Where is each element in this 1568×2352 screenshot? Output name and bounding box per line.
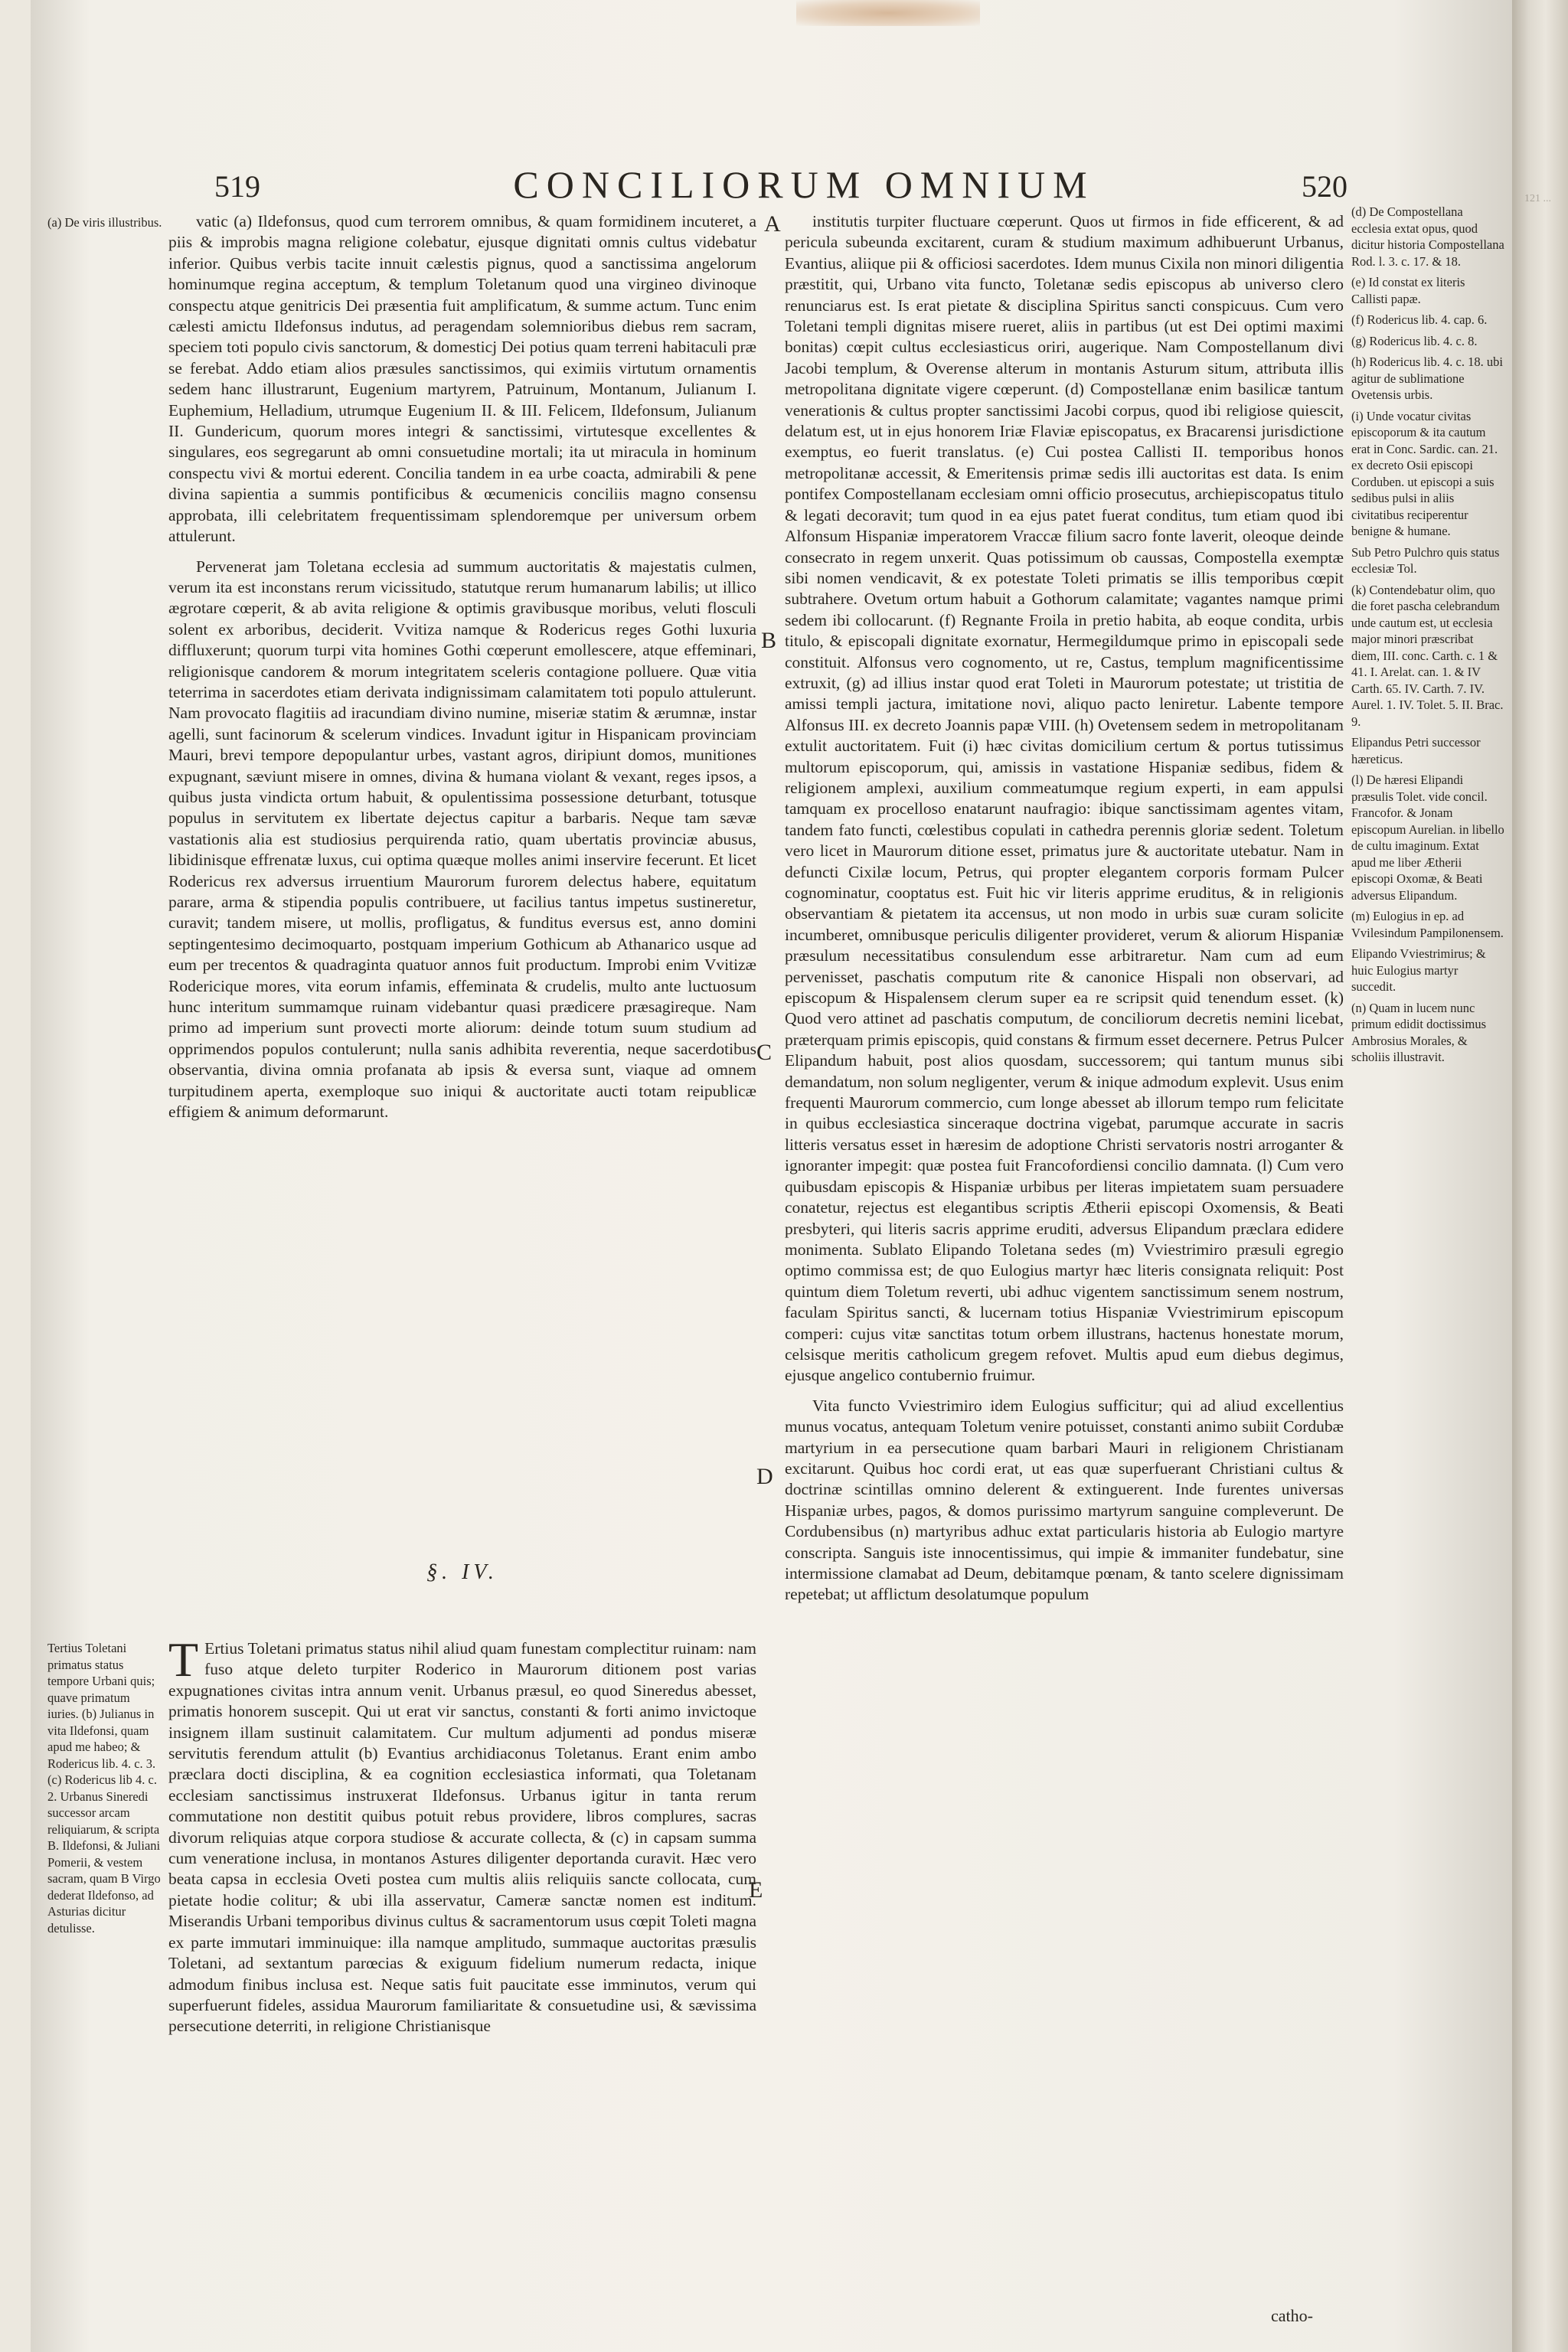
- column-left: [168, 211, 756, 1482]
- margin-note: Elipandus Petri successor hæreticus.: [1351, 735, 1481, 766]
- margin-note: (k) Contendebatur olim, quo die foret pascha celebrandum unde cautum est, ut ecclesia major minori præscribat diem, III. conc. Carth. c. 1 & 41. I. Arelat. can. 1. & IV Carth. 65. IV. Carth. 7. IV. Aurel. 1. IV. Tolet. 5. II. Brac. 9.: [1351, 582, 1504, 729]
- paragraph: institutis turpiter fluctuare cœperunt. Quos ut firmos in fide efficerent, & ad pericula subeunda excitarent, curam & studium maximum adhibuerunt Urbanus, Evantius, aliique pii & officiosi sacerdotes. Idem munus Cixila non minori diligentia præstitit, qui, Urbano vita functo, Toletanæ sedis episcopus ab universo clero renunciarus est. Is erat pietate & disciplina Spiritus sancti conspicuus. Cum vero Toletani templi dignitas misere rueret, aliis in partibus (ut est Dei optimi maximi bonitas) cœpit cultus ecclesiasticus oriri, augerique. Nam Compostellanum divi Jacobi templum, & Overense alterum in montanis Asturum situm, attributa illis metropolitana dignitate vigere cœperunt. (d) Compostellanæ enim basilicæ tantum venerationis & cultus propter sanctissimi Jacobi corpus, quod ibi religiose quiescit, delatum est, ut in ejus honorem Iriæ Flaviæ episcopatus, ex Bracarensi jurisdictione exemptus, eo fuerit translatus. (e) Cui postea Callisti II. temporibus honos metropolitanæ accessit, & Emeritensis primæ sedis illi auctoritas est data. Is enim pontifex Compostellanam ecclesiam omni officio prosecutus, archiepiscopatus titulo & legati decoravit; tum quod in ea ejus patet fuerat conditus, tum etiam quod ibi Alfonsum Hispaniæ imperatorem Vraccæ filium sacro fonte laverit, oleoque deinde consecrato in regem unxerit. Quas potissimum ob caussas, Compostella exemptæ sibi nomen vendicavit, & ex potestate Toleti primatis se illis temporibus cœpit subtrahere. Ovetum ortum habuit a Gothorum calamitate; vagantes namque primi sedem ibi collocarunt. (f) Regnante Froila in pretio habita, ab eoque condita, urbis titulo, & episcopali dignitate exornatur, Hermegildumque primo in episcopali sede constituit. Alfonsus vero cognomento, ut re, Castus, templum magnificentissime extruxit, (g) ad illius instar quod erat Toleti in Maurorum potestate; ut tristitia de amissi templi jactura, imitatione novi, aliquo pacto leniretur. Labente tempore Alfonsus III. ex decreto Joannis papæ VIII. (h) Ovetensem sedem in metropolitanam extulit auctoritatem. Fuit (i) hæc civitas domicilium certum & portus tutissimus multorum episcoporum, qui, amissis in vastatione Hispaniæ sedibus, fidem & religionem amplexi, auxilium commeatumque regium experti, in eam appulsi tamquam ex procelloso enatarunt naufragio: ibique sanctissimam agentes vitam, tandem fato functi, cœlestibus copulati in cathedra perennis gloriæ sedent. Toletum vero licet in Maurorum ditione esset, primatus jure & auctoritate utebatur. Nam in defuncti Cixilæ locum, Petrus, qui propter elegantem corporis formam Pulcer cognominatur, cooptatus est. Fuit hic vir literis apprime eruditus, & in religionis observantiam & pietatem ita accensus, ut non modo in urbis suæ curam solicite incumberet, omnibusque periculis diligenter provideret, verum & aliorum Hispaniæ præsulum necessitatibus consulendum esse arbitraretur. Nam cum ad eum pervenisset, paschatis computum rite & canonice Hispali non observari, ad episcopum & Hispalensem clerum super ea re scripsit quid tenendum esset. (k) Quod vero attinet ad paschatis computum, de conciliorum decretis nemini licebat, præterquam primis episcopis, quid constans & firmum esset decernere. Petrus Pulcer Elipandum habuit, post alios quosdam, successorem; qui tantum munus sibi demandatum, non solum negligenter, verum & inique admodum explevit. Usus enim frequenti Maurorum commercio, cum longe abesset ab illorum tempo rum felicitate in quibus ecclesiastica sinceraque doctrina vigebat, parumque accurate in sacris litteris versatus esset in hæresim de adoptione Christi servatoris nostri arroganter & ignoranter impegit: quæ postea fuit Francofordiensi concilio damnata. (l) Cum vero quibusdam episcopis & Hispaniæ urbibus per literas impietatem suam persuadere conatetur, rejectus est elegantibus scriptis Ætherii episcopi Oxomensis, & Beati presbyteri, qui literis sacris apprime eruditi, adversus Elipandum præclara edidere monimenta. Sublato Elipando Toletana sedes (m) Vviestrimiro præsuli egregio optimo commissa est; de quo Eulogius martyr hæc literis consignata reliquit: Post quintum diem Toletum reverti, ubi adhuc vigentem sanctissimum senem nostrum, faculam Spiritus sancti, & lucernam totius Hispaniæ Vviestrimirum episcopum comperi: cujus vitæ sanctitas totum orbem illustrans, hactenus honestate morum, celsisque meritis catholicum gregem refovet. Multis apud eum diebus degimus, ejusque angelico contubernio fruimur.: [785, 212, 1344, 1385]
- facing-page-edge: [1512, 0, 1568, 2352]
- margin-note: (f) Rodericus lib. 4. cap. 6.: [1351, 312, 1488, 327]
- margin-note: (m) Eulogius in ep. ad Vvilesindum Pampilonensem.: [1351, 909, 1504, 940]
- margin-note: (g) Rodericus lib. 4. c. 8.: [1351, 333, 1478, 348]
- page-header: [0, 162, 1568, 208]
- running-title: CONCILIORUM OMNIUM: [513, 163, 1095, 206]
- section-letter-a: A: [764, 211, 781, 237]
- margin-note: (e) Id constat ex literis Callisti papæ.: [1351, 275, 1465, 306]
- paragraph: Pervenerat jam Toletana ecclesia ad summum auctoritatis & majestatis culmen, verum ita est inconstans rerum vicissitudo, statutque rerum humanarum labilis; ut illico ægrotare cœperit, & ab avita religione & optimis gravibusque moribus, veluti flosculi solent ex arboribus, deciderit. Vvitiza namque & Rodericus reges Gothi luxuria diffluxerunt; quorum turpi vita homines Gothi cœperunt emollescere, atque effeminari, religionisque candorem & morum integritatem sceleris contagione polluere. Quæ vitia teterrima in sacerdotes etiam derivata indignissimam calamitatem toti populo attulerunt. Nam provocato flagitiis ad iracundiam divino numine, miseriæ statim & ærumnæ, instar agelli, sunt facinorum & scelerum vindices. Invadunt igitur in Hispanicam provinciam Mauri, brevi tempore depopulantur urbes, vastant agros, diripiunt domos, munitiones expugnant, sæviunt misere in omnes, divina & humana violant & vexant, reges ipsos, a quibus justa vindicta ortum habuit, & opulentissima possessione deturbant, totusque populus in servitutem ex libertate dejectus capitur a barbaris. Neque tam sævæ vastationis alia est studiosius perquirenda ratio, quam ubertatis provinciæ abusus, libidinisque effrenatæ luxus, cui optima quæque molles animi inservire fecerunt. Et licet Rodericus rex adversus irruentium Maurorum furorem delectus habere, equitatum parare, arma & stipendia populis contribuere, ut facilius tantus impetus sustineretur, curavit; tandem misere, ut mollis, profligatus, & funditus eversus est, anno domini septingentesimo decimoquarto, postquam imperium Gothicum ab Athanarico usque ad eum per trecentos & quadraginta quatuor annos fuit productum. Improbi enim Vvitizæ Rodericique mores, vita eorum infamis, effeminata & crudelis, multo ante luctuosum hunc interitum summamque ruinam videbantur quasi prædicere præsagireque. Nam primo ad imperium sunt provecti morte aliorum: deinde totum suum studium ad opprimendos populos contulerunt; nulla sanis adhibita reverentia, neque sacerdotibus observantia, divina omnia profanata ab ipsis & eversa sunt, viaque ad omnem turpitudinem aperta, exemploque suo iniqui & auctoritate aucti totam reipublicæ effigiem & animum deformarunt.: [168, 557, 756, 1122]
- page-number-left: 519: [214, 169, 260, 204]
- drop-cap: T: [168, 1638, 199, 1687]
- paragraph: Ertius Toletani primatus status nihil aliud quam funestam complectitur ruinam: nam fuso atque deleto turpiter Roderico in Maurorum ditionem post varias expugnationes civitas intra annum venit. Urbanus præsul, eo quod Sineredus abesset, primatis honorem suscepit. Qui ut erat vir sanctus, constanti & forti animo invictoque insignem illam sustinuit calamitatem. Cur multum adjumenti ad pondus miseræ servitutis ferendum attulit (b) Evantius archidiaconus Toletanus. Erant enim ambo præclara docti disciplina, & ea cognition ecclesiastica informati, qua Toletanam ecclesiam sanctissimus instruxerat Ildefonsus. Urbanus igitur in tanta rerum commutatione non destitit quibus potuit rebus providere, libros complures, sacras divorum reliquias atque corpora studiose & accurate collecta, & (c) in capsam summa cum veneratione inclusa, in montanos Astures diligenter deportanda curavit. Hæc vero beata capsa in ecclesia Oveti postea cum multis aliis reliquiis sancte collocata, cum pietate hodie colitur; & ubi illa asservatur, Cameræ sanctæ nomen est inditum. Miserandis Urbani temporibus divinus cultus & sacramentorum usus cœpit Toleti magna ex parte immutari imminuique: illa namque amplitudo, summaque auctoritas præsulis Toletani, ad sextantum parœcias & exiguum fidelium numerum redacta, inique admodum finibus inclusa est. Neque satis fuit paucitate esse imminutos, verum qui superfuerunt fideles, assidua Maurorum familiaritate & consuetudine usi, & sævissima persecutione deterriti, in religione Christianisque: [168, 1639, 756, 2036]
- page-number-right: 520: [1302, 169, 1348, 204]
- margin-note-left-top: (a) De viris illustribus.: [47, 215, 162, 230]
- paragraph: vatic (a) Ildefonsus, quod cum terrorem omnibus, & quam formidinem incuteret, a piis & improbis magna religione colebatur, ejusque dignitati omnis cultus videbatur inferior. Quibus verbis tacite innuit cælestis pignus, quod a sanctissima angelorum hominumque regina acceptum, & templum Toletanum quod una virgineo divinoque conspectu atque genitricis Dei præsentia fuit amplificatum, & summe actum. Tunc enim cælesti amictu Ildefonsus indutus, ad peragendam solemnioribus diebus rem sacram, speciem toti populo civis sanctorum, & domesticj Dei potius quam terreni habitaculi præ se ferebat. Addo etiam alios præsules sanctissimos, qui eximiis virtutum ornamentis sedem hanc illustrarunt, Eugenium martyrem, Patruinum, Montanum, Julianum I. Euphemium, Helladium, utrumque Eugenium II. & III. Felicem, Ildefonsum, Julianum II. Gundericum, quorum mores integri & sanctissimi, virtutesque excellentes & singulares, eos segregarunt ab omni consuetudine mortali; ita ut miracula in hominum conspectu vivi & mortui ederent. Concilia tandem in ea urbe coacta, admirabili & pene divina sapientia a summis pontificibus & œcumenicis conciliis magno consensu approbata, illi celebritatem frequentissimam splendoremque per universum orbem attulerunt.: [168, 212, 756, 546]
- margin-note: (d) De Compostellana ecclesia extat opus, quod dicitur historia Compostellana Rod. l. 3. c. 17. & 18.: [1351, 204, 1504, 269]
- margin-notes-right: [1351, 204, 1504, 2317]
- page-top-stain: [796, 0, 980, 26]
- margin-note: Sub Petro Pulchro quis status ecclesiæ Tol.: [1351, 544, 1500, 576]
- section-letter-c: C: [756, 1040, 773, 1065]
- column-right: [785, 211, 1344, 2301]
- facing-page-text: 121 ...: [1524, 193, 1551, 204]
- margin-note: (n) Quam in lucem nunc primum edidit doctissimus Ambrosius Morales, & scholiis illustravit.: [1351, 1000, 1486, 1064]
- section-letter-d: D: [756, 1464, 773, 1489]
- section-letter-e: E: [749, 1877, 763, 1903]
- catchword: catho-: [1271, 2306, 1313, 2325]
- margin-note: (h) Rodericus lib. 4. c. 18. ubi agitur de sublimatione Ovetensis urbis.: [1351, 354, 1503, 402]
- margin-note: (l) De hæresi Elipandi præsulis Tolet. vide concil. Francofor. & Jonam episcopum Aurelian. in libello de cultu imaginum. Extat apud me liber Ætherii episcopi Oxomæ, & Beati adversus Elipandum.: [1351, 773, 1504, 903]
- margin-note-left-bottom: Tertius Toletani primatus status tempore Urbani quis; quave primatum iuries. (b) Julianus in vita Ildefonsi, quam apud me habeo; & Rodericus lib. 4. c. 3. (c) Rodericus lib 4. c. 2. Urbanus Sineredi successor arcam reliquiarum, & scripta B. Ildefonsi, & Juliani Pomerii, & vestem sacram, quam B Virgo dederat Ildefonso, ad Asturias dicitur detulisse.: [47, 1641, 161, 1936]
- paragraph: Vita functo Vviestrimiro idem Eulogius sufficitur; qui ad aliud excellentius munus vocatus, antequam Toletum venire potuisset, constanti animo subiit Cordubæ martyrium in ea persecutione quam barbari Mauri in religionem Christianam excitarunt. Quibus hoc cordi erat, ut eas quæ superfuerant Christiani cultus & doctrinæ scintillas omnino delerent & extinguerent. Inde furentes universas Hispaniæ urbes, pagos, & domos purissimo martyrum sanguine compleverunt. De Cordubensibus (n) martyribus adhuc extat particularis historia ab Eulogio martyre conscripta. Sanguis iste innocentissimus, qui impie & immaniter fundebatur, sine intermissione clamabat ad Deum, debitamque pœnam, & tanto scelere dignissimam repetebat; ut afflictum desolatumque populum: [785, 1396, 1344, 1604]
- column-left-section-iv: [168, 1638, 756, 2297]
- margin-note: Elipando Vviestrimirus; & huic Eulogius martyr succedit.: [1351, 946, 1486, 994]
- margin-note: (i) Unde vocatur civitas episcoporum & ita cautum erat in Conc. Sardic. can. 21. ex decreto Osii episcopi Corduben. ut episcopi a suis sedibus pulsi in aliis civitatibus reciperentur benigne & humane.: [1351, 408, 1498, 538]
- section-letter-b: B: [761, 628, 777, 653]
- section-heading: §. IV.: [426, 1560, 498, 1584]
